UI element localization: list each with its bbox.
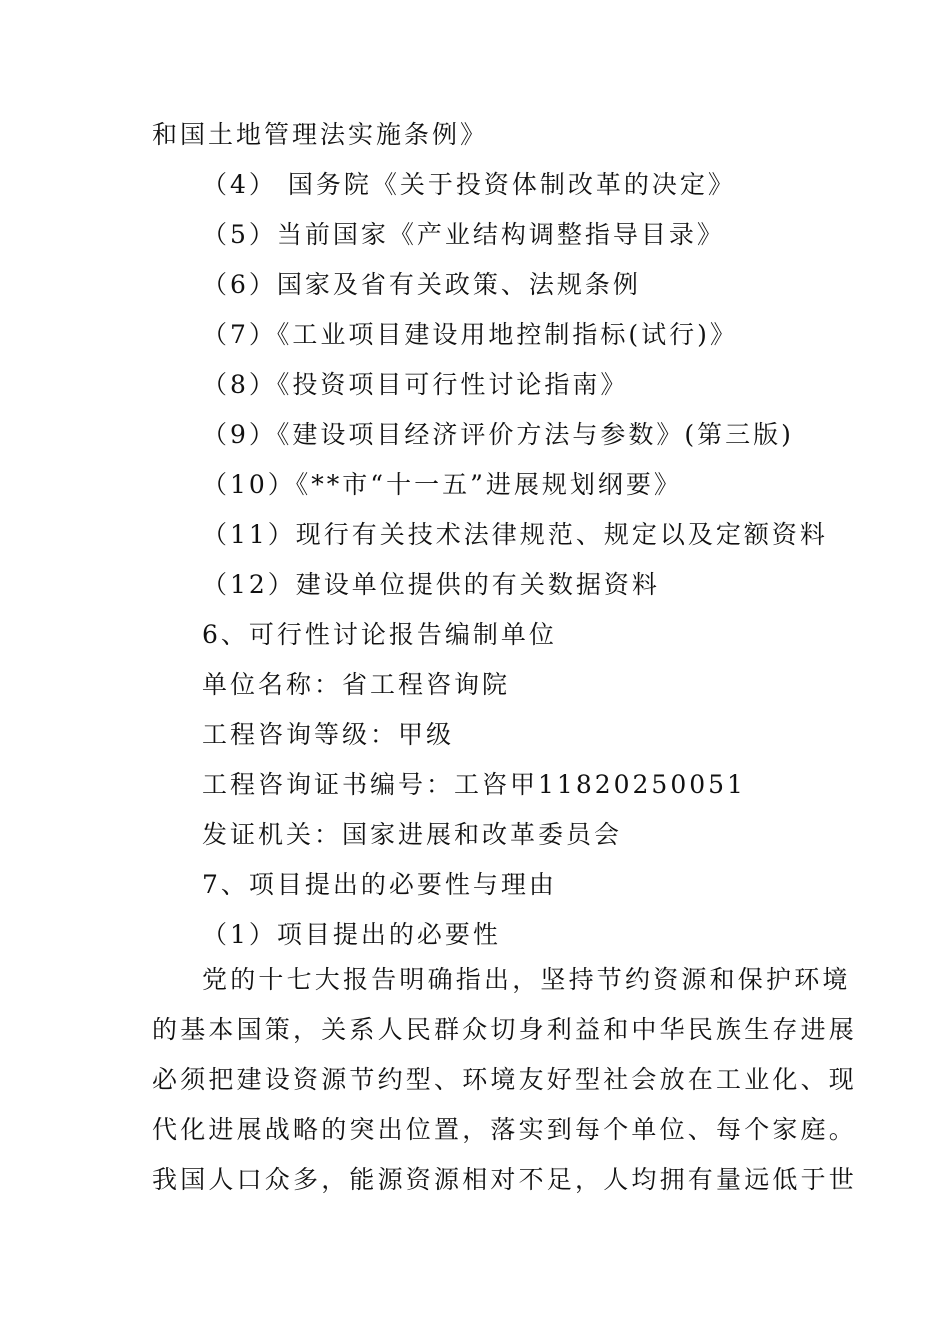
reference-item-5: （5）当前国家《产业结构调整指导目录》 — [202, 220, 725, 249]
section-heading-7: 7、项目提出的必要性与理由 — [202, 870, 557, 899]
section-heading-6: 6、可行性讨论报告编制单位 — [202, 620, 557, 649]
unit-name-line: 单位名称：省工程咨询院 — [202, 670, 511, 699]
text-line-continuation: 和国土地管理法实施条例》 — [152, 120, 489, 149]
reference-item-12: （12）建设单位提供的有关数据资料 — [202, 570, 660, 599]
reference-item-9: （9）《建设项目经济评价方法与参数》(第三版) — [202, 420, 794, 449]
issuing-authority-line: 发证机关：国家进展和改革委员会 — [202, 820, 623, 849]
reference-item-10: （10）《**市“十一五”进展规划纲要》 — [202, 470, 682, 499]
paragraph-line: 代化进展战略的突出位置，落实到每个单位、每个家庭。 — [152, 1115, 858, 1144]
body-paragraph — [152, 955, 858, 1205]
paragraph-line: 我国人口众多，能源资源相对不足，人均拥有量远低于世 — [152, 1165, 858, 1194]
consulting-grade-line: 工程咨询等级：甲级 — [202, 720, 455, 749]
reference-item-8: （8）《投资项目可行性讨论指南》 — [202, 370, 629, 399]
reference-item-4: （4） 国务院《关于投资体制改革的决定》 — [202, 170, 736, 199]
paragraph-line: 的基本国策，关系人民群众切身利益和中华民族生存进展 — [152, 1015, 858, 1044]
reference-item-6: （6）国家及省有关政策、法规条例 — [202, 270, 641, 299]
reference-item-11: （11）现行有关技术法律规范、规定以及定额资料 — [202, 520, 828, 549]
paragraph-line: 党的十七大报告明确指出，坚持节约资源和保护环境 — [202, 965, 851, 994]
subsection-heading-1: （1）项目提出的必要性 — [202, 920, 501, 949]
reference-item-7: （7）《工业项目建设用地控制指标(试行)》 — [202, 320, 738, 349]
certificate-number-line: 工程咨询证书编号：工咨甲11820250051 — [202, 770, 746, 799]
paragraph-line: 必须把建设资源节约型、环境友好型社会放在工业化、现 — [152, 1065, 858, 1094]
